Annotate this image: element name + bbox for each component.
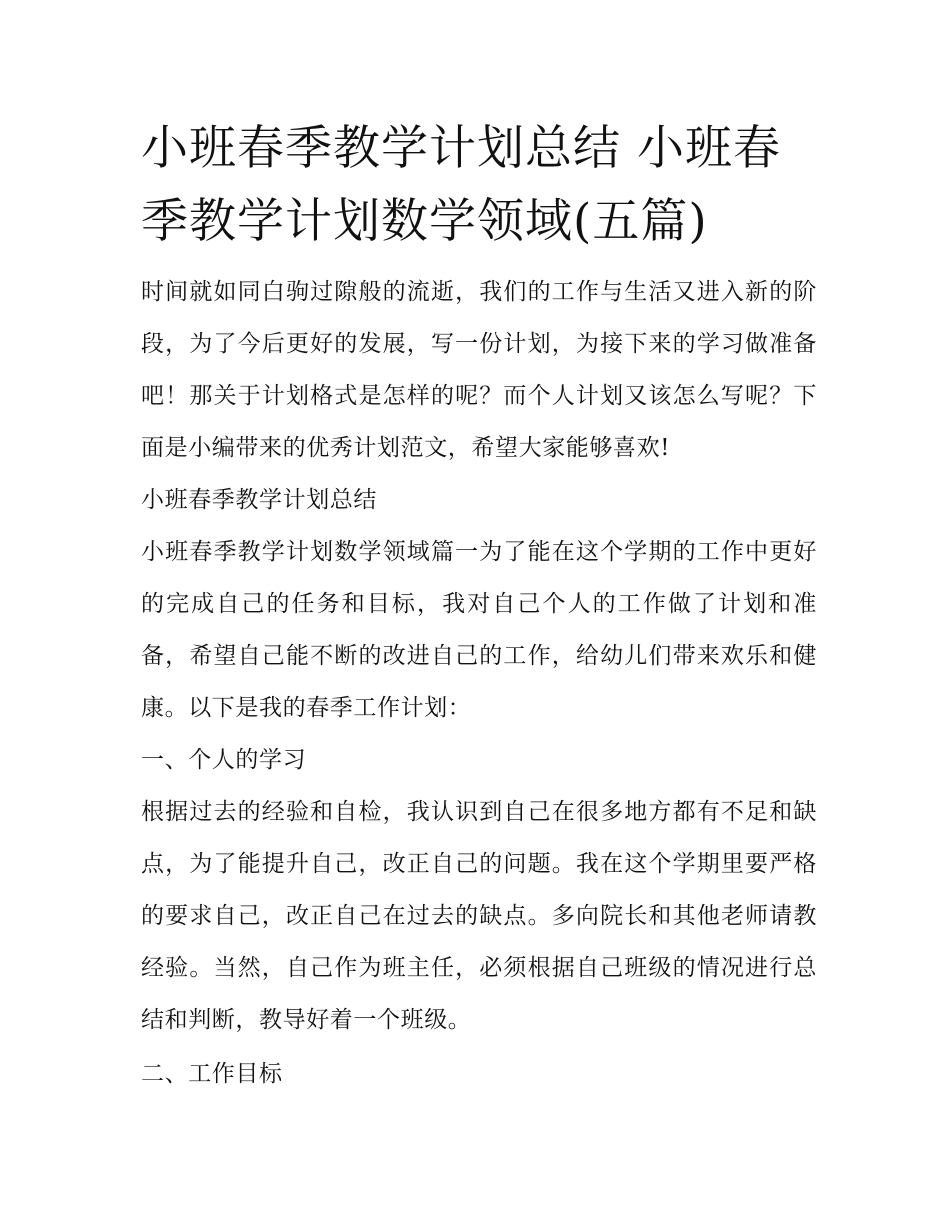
paragraph-personal-study: 根据过去的经验和自检，我认识到自己在很多地方都有不足和缺点，为了能提升自己，改正自己的问题。我在这个学期里要严格的要求自己，改正自己在过去的缺点。多向院长和其他老师请教经验。当然，自己作为班主任，必须根据自己班级的情况进行总结和判断，教导好着一个班级。 (141, 799, 817, 1033)
document-title: 小班春季教学计划总结 小班春季教学计划数学领域(五篇) (141, 121, 781, 249)
paragraph-plan-intro: 小班春季教学计划数学领域篇一为了能在这个学期的工作中更好的完成自己的任务和目标，我对自己个人的工作做了计划和准备，希望自己能不断的改进自己的工作，给幼儿们带来欢乐和健康。以下是我的春季工作计划： (141, 539, 817, 721)
document-body (141, 112, 817, 1100)
subtitle-heading: 小班春季教学计划总结 (141, 487, 377, 513)
section-heading-work-goals: 二、工作目标 (141, 1061, 283, 1087)
section-heading-personal-study: 一、个人的学习 (141, 747, 307, 773)
intro-paragraph: 时间就如同白驹过隙般的流逝，我们的工作与生活又进入新的阶段，为了今后更好的发展，写一份计划，为接下来的学习做准备吧！那关于计划格式是怎样的呢？而个人计划又该怎么写呢？下面是小编带来的优秀计划范文，希望大家能够喜欢! (141, 279, 817, 461)
